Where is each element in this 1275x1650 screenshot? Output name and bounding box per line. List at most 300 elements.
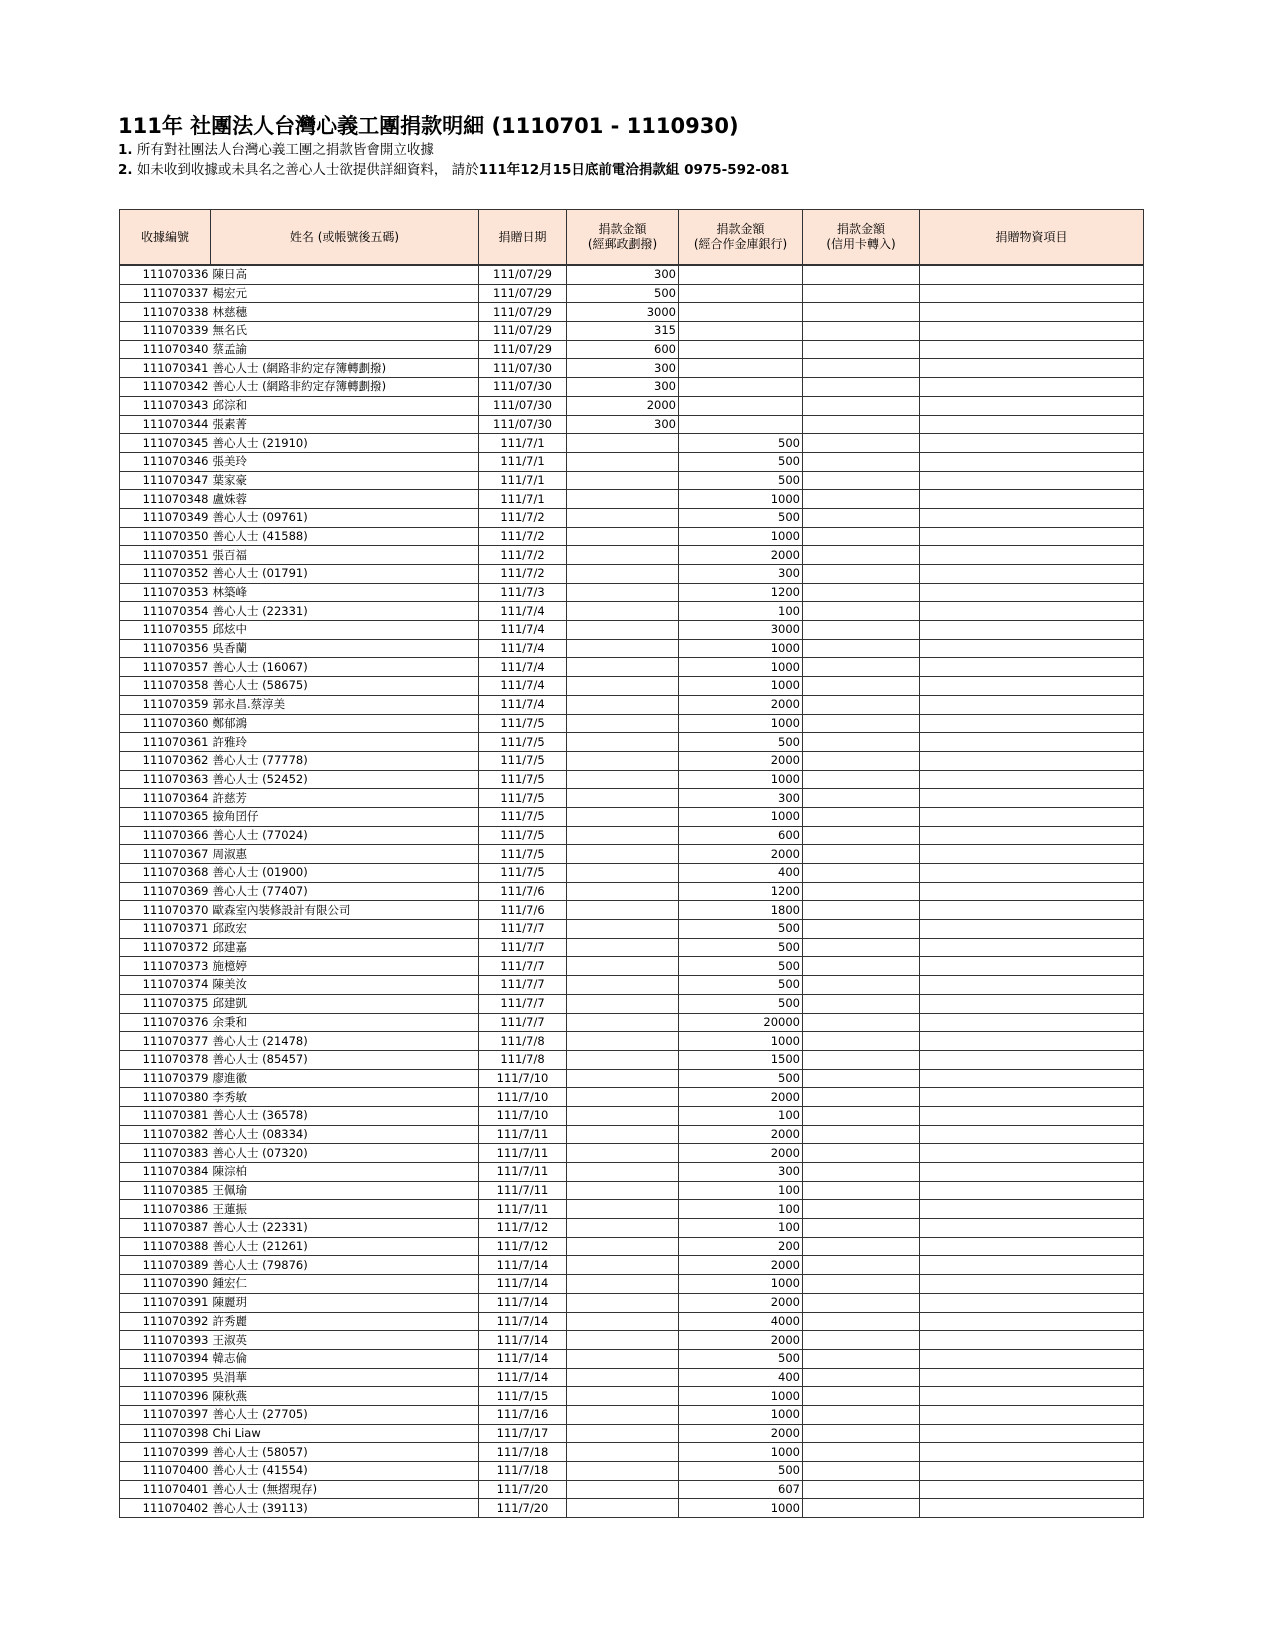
receipt-number-cell: 111070358 xyxy=(120,677,211,696)
amount-postal-cell xyxy=(567,1050,679,1069)
table-row xyxy=(120,695,1144,714)
amount-postal-cell xyxy=(567,434,679,453)
amount-postal-cell xyxy=(567,733,679,752)
donation-table xyxy=(119,209,1144,1518)
amount-bank-cell: 500 xyxy=(679,508,803,527)
amount-bank-cell: 3000 xyxy=(679,621,803,640)
receipt-number-cell: 111070375 xyxy=(120,994,211,1013)
donated-items-cell xyxy=(920,1349,1144,1368)
amount-postal-cell xyxy=(567,677,679,696)
amount-credit-card-cell xyxy=(803,1050,920,1069)
donor-name-cell: 善心人士 (01791) xyxy=(211,565,479,584)
col-amount-credit-card-header: 捐款金額 (信用卡轉入) xyxy=(803,210,920,266)
donated-items-cell xyxy=(920,471,1144,490)
amount-postal-cell: 300 xyxy=(567,378,679,397)
donor-name-cell: 張百福 xyxy=(211,546,479,565)
amount-bank-cell: 500 xyxy=(679,1462,803,1481)
receipt-number-cell: 111070395 xyxy=(120,1368,211,1387)
amount-postal-cell: 300 xyxy=(567,359,679,378)
amount-bank-cell: 2000 xyxy=(679,1144,803,1163)
amount-credit-card-cell xyxy=(803,1349,920,1368)
amount-postal-cell xyxy=(567,901,679,920)
amount-postal-cell xyxy=(567,751,679,770)
donation-date-cell: 111/7/4 xyxy=(479,677,567,696)
amount-bank-cell xyxy=(679,322,803,341)
donation-date-cell: 111/7/10 xyxy=(479,1088,567,1107)
amount-credit-card-cell xyxy=(803,770,920,789)
donor-name-cell: 陳日高 xyxy=(211,265,479,284)
receipt-number-cell: 111070351 xyxy=(120,546,211,565)
donation-date-cell: 111/7/12 xyxy=(479,1219,567,1238)
receipt-number-cell: 111070382 xyxy=(120,1125,211,1144)
amount-credit-card-cell xyxy=(803,864,920,883)
amount-credit-card-cell xyxy=(803,1499,920,1518)
amount-postal-cell: 500 xyxy=(567,284,679,303)
receipt-number-cell: 111070393 xyxy=(120,1331,211,1350)
amount-postal-cell xyxy=(567,1181,679,1200)
donor-name-cell: 許慈芳 xyxy=(211,789,479,808)
donation-date-cell: 111/7/4 xyxy=(479,658,567,677)
table-row xyxy=(120,1480,1144,1499)
amount-bank-cell xyxy=(679,378,803,397)
receipt-number-cell: 111070346 xyxy=(120,452,211,471)
amount-credit-card-cell xyxy=(803,826,920,845)
donation-date-cell: 111/7/5 xyxy=(479,864,567,883)
table-row xyxy=(120,1237,1144,1256)
donor-name-cell: 李秀敏 xyxy=(211,1088,479,1107)
amount-postal-cell xyxy=(567,882,679,901)
donation-date-cell: 111/07/30 xyxy=(479,415,567,434)
table-body xyxy=(120,265,1144,1518)
donated-items-cell xyxy=(920,322,1144,341)
table-row xyxy=(120,1200,1144,1219)
donation-date-cell: 111/7/11 xyxy=(479,1125,567,1144)
amount-bank-cell: 1200 xyxy=(679,583,803,602)
donor-name-cell: 吳涓華 xyxy=(211,1368,479,1387)
amount-bank-cell: 2000 xyxy=(679,1293,803,1312)
amount-credit-card-cell xyxy=(803,415,920,434)
amount-bank-cell xyxy=(679,303,803,322)
donated-items-cell xyxy=(920,1462,1144,1481)
donor-name-cell: 邱炫中 xyxy=(211,621,479,640)
amount-postal-cell xyxy=(567,452,679,471)
amount-bank-cell: 100 xyxy=(679,1181,803,1200)
donation-date-cell: 111/7/5 xyxy=(479,789,567,808)
donated-items-cell xyxy=(920,415,1144,434)
donation-date-cell: 111/7/17 xyxy=(479,1424,567,1443)
amount-credit-card-cell xyxy=(803,1480,920,1499)
donor-name-cell: 善心人士 (58675) xyxy=(211,677,479,696)
donated-items-cell xyxy=(920,527,1144,546)
amount-credit-card-cell xyxy=(803,1163,920,1182)
amount-credit-card-cell xyxy=(803,378,920,397)
donated-items-cell xyxy=(920,714,1144,733)
table-row xyxy=(120,901,1144,920)
receipt-number-cell: 111070390 xyxy=(120,1275,211,1294)
donor-name-cell: 余秉和 xyxy=(211,1013,479,1032)
amount-credit-card-cell xyxy=(803,1125,920,1144)
donated-items-cell xyxy=(920,1443,1144,1462)
amount-bank-cell: 1800 xyxy=(679,901,803,920)
donated-items-cell xyxy=(920,901,1144,920)
donation-date-cell: 111/7/1 xyxy=(479,452,567,471)
amount-bank-cell: 20000 xyxy=(679,1013,803,1032)
donation-date-cell: 111/7/7 xyxy=(479,920,567,939)
donor-name-cell: 善心人士 (01900) xyxy=(211,864,479,883)
amount-bank-cell: 2000 xyxy=(679,1256,803,1275)
donation-date-cell: 111/7/7 xyxy=(479,994,567,1013)
donation-date-cell: 111/7/4 xyxy=(479,602,567,621)
amount-postal-cell xyxy=(567,920,679,939)
amount-postal-cell xyxy=(567,845,679,864)
donor-name-cell: 善心人士 (52452) xyxy=(211,770,479,789)
donated-items-cell xyxy=(920,340,1144,359)
amount-bank-cell: 1000 xyxy=(679,658,803,677)
amount-bank-cell: 400 xyxy=(679,864,803,883)
donation-date-cell: 111/7/16 xyxy=(479,1405,567,1424)
donor-name-cell: 善心人士 (網路非約定存簿轉劃撥) xyxy=(211,359,479,378)
table-row xyxy=(120,1499,1144,1518)
amount-credit-card-cell xyxy=(803,639,920,658)
amount-postal-cell xyxy=(567,938,679,957)
amount-bank-cell: 500 xyxy=(679,938,803,957)
receipt-number-cell: 111070339 xyxy=(120,322,211,341)
donor-name-cell: 陳淙柏 xyxy=(211,1163,479,1182)
receipt-number-cell: 111070367 xyxy=(120,845,211,864)
donated-items-cell xyxy=(920,1125,1144,1144)
donation-date-cell: 111/7/20 xyxy=(479,1499,567,1518)
donation-date-cell: 111/7/14 xyxy=(479,1349,567,1368)
table-row xyxy=(120,340,1144,359)
amount-postal-cell xyxy=(567,1275,679,1294)
amount-postal-cell xyxy=(567,957,679,976)
table-row xyxy=(120,677,1144,696)
donor-name-cell: 王佩瑜 xyxy=(211,1181,479,1200)
amount-postal-cell xyxy=(567,1480,679,1499)
donation-date-cell: 111/7/14 xyxy=(479,1293,567,1312)
receipt-number-cell: 111070365 xyxy=(120,807,211,826)
amount-bank-cell: 200 xyxy=(679,1237,803,1256)
table-row xyxy=(120,920,1144,939)
amount-credit-card-cell xyxy=(803,1013,920,1032)
amount-postal-cell xyxy=(567,1293,679,1312)
table-header-row xyxy=(120,210,1144,266)
amount-credit-card-cell xyxy=(803,807,920,826)
donor-name-cell: 無名氏 xyxy=(211,322,479,341)
donated-items-cell xyxy=(920,359,1144,378)
receipt-number-cell: 111070347 xyxy=(120,471,211,490)
donor-name-cell: 善心人士 (77407) xyxy=(211,882,479,901)
amount-credit-card-cell xyxy=(803,1069,920,1088)
donor-name-cell: 善心人士 (77024) xyxy=(211,826,479,845)
receipt-number-cell: 111070380 xyxy=(120,1088,211,1107)
donor-name-cell: Chi Liaw xyxy=(211,1424,479,1443)
amount-bank-cell: 500 xyxy=(679,1349,803,1368)
donated-items-cell xyxy=(920,490,1144,509)
amount-postal-cell xyxy=(567,1443,679,1462)
amount-bank-cell: 2000 xyxy=(679,695,803,714)
donated-items-cell xyxy=(920,789,1144,808)
donation-date-cell: 111/07/30 xyxy=(479,396,567,415)
amount-postal-cell: 600 xyxy=(567,340,679,359)
donated-items-cell xyxy=(920,508,1144,527)
donation-date-cell: 111/7/1 xyxy=(479,434,567,453)
donated-items-cell xyxy=(920,994,1144,1013)
donated-items-cell xyxy=(920,452,1144,471)
donor-name-cell: 邱政宏 xyxy=(211,920,479,939)
donated-items-cell xyxy=(920,1256,1144,1275)
amount-bank-cell: 1000 xyxy=(679,490,803,509)
table-row xyxy=(120,303,1144,322)
amount-bank-cell: 1000 xyxy=(679,677,803,696)
amount-postal-cell xyxy=(567,1499,679,1518)
amount-bank-cell: 300 xyxy=(679,565,803,584)
amount-credit-card-cell xyxy=(803,452,920,471)
table-row xyxy=(120,1256,1144,1275)
amount-credit-card-cell xyxy=(803,359,920,378)
donated-items-cell xyxy=(920,957,1144,976)
amount-credit-card-cell xyxy=(803,1200,920,1219)
table-row xyxy=(120,508,1144,527)
donated-items-cell xyxy=(920,639,1144,658)
table-row xyxy=(120,826,1144,845)
amount-bank-cell: 2000 xyxy=(679,1424,803,1443)
table-row xyxy=(120,265,1144,284)
receipt-number-cell: 111070378 xyxy=(120,1050,211,1069)
amount-bank-cell: 1000 xyxy=(679,1405,803,1424)
table-row xyxy=(120,1405,1144,1424)
table-row xyxy=(120,976,1144,995)
amount-postal-cell: 315 xyxy=(567,322,679,341)
amount-postal-cell: 300 xyxy=(567,415,679,434)
amount-postal-cell xyxy=(567,826,679,845)
amount-credit-card-cell xyxy=(803,920,920,939)
donation-date-cell: 111/07/29 xyxy=(479,265,567,284)
receipt-number-cell: 111070338 xyxy=(120,303,211,322)
col-donation-date-header: 捐贈日期 xyxy=(479,210,567,266)
donation-date-cell: 111/7/6 xyxy=(479,882,567,901)
amount-postal-cell xyxy=(567,546,679,565)
donated-items-cell xyxy=(920,1069,1144,1088)
amount-bank-cell: 1000 xyxy=(679,770,803,789)
donor-name-cell: 王蓮振 xyxy=(211,1200,479,1219)
amount-credit-card-cell xyxy=(803,1424,920,1443)
amount-credit-card-cell xyxy=(803,1387,920,1406)
donation-date-cell: 111/7/11 xyxy=(479,1200,567,1219)
donated-items-cell xyxy=(920,396,1144,415)
donated-items-cell xyxy=(920,1106,1144,1125)
donated-items-cell xyxy=(920,695,1144,714)
donor-name-cell: 施檍婷 xyxy=(211,957,479,976)
table-row xyxy=(120,322,1144,341)
receipt-number-cell: 111070400 xyxy=(120,1462,211,1481)
table-row xyxy=(120,1312,1144,1331)
donor-name-cell: 善心人士 (36578) xyxy=(211,1106,479,1125)
amount-credit-card-cell xyxy=(803,471,920,490)
donated-items-cell xyxy=(920,265,1144,284)
amount-bank-cell: 2000 xyxy=(679,751,803,770)
amount-credit-card-cell xyxy=(803,1181,920,1200)
amount-bank-cell: 100 xyxy=(679,1200,803,1219)
donor-name-cell: 蔡孟諭 xyxy=(211,340,479,359)
amount-bank-cell: 1000 xyxy=(679,527,803,546)
donated-items-cell xyxy=(920,976,1144,995)
receipt-number-cell: 111070364 xyxy=(120,789,211,808)
table-row xyxy=(120,1032,1144,1051)
donated-items-cell xyxy=(920,845,1144,864)
amount-postal-cell xyxy=(567,565,679,584)
donation-date-cell: 111/7/7 xyxy=(479,976,567,995)
receipt-number-cell: 111070344 xyxy=(120,415,211,434)
amount-postal-cell xyxy=(567,976,679,995)
amount-postal-cell xyxy=(567,1368,679,1387)
donation-date-cell: 111/7/10 xyxy=(479,1106,567,1125)
receipt-number-cell: 111070356 xyxy=(120,639,211,658)
donated-items-cell xyxy=(920,378,1144,397)
receipt-number-cell: 111070363 xyxy=(120,770,211,789)
amount-postal-cell: 300 xyxy=(567,265,679,284)
donor-name-cell: 許雅玲 xyxy=(211,733,479,752)
table-row xyxy=(120,1462,1144,1481)
amount-bank-cell: 2000 xyxy=(679,1125,803,1144)
amount-postal-cell xyxy=(567,1312,679,1331)
donated-items-cell xyxy=(920,583,1144,602)
amount-postal-cell xyxy=(567,1237,679,1256)
donation-date-cell: 111/7/8 xyxy=(479,1032,567,1051)
table-row xyxy=(120,1219,1144,1238)
donor-name-cell: 葉家豪 xyxy=(211,471,479,490)
receipt-number-cell: 111070389 xyxy=(120,1256,211,1275)
receipt-number-cell: 111070352 xyxy=(120,565,211,584)
donated-items-cell xyxy=(920,602,1144,621)
donor-name-cell: 善心人士 (07320) xyxy=(211,1144,479,1163)
donated-items-cell xyxy=(920,1405,1144,1424)
donor-name-cell: 善心人士 (39113) xyxy=(211,1499,479,1518)
amount-credit-card-cell xyxy=(803,714,920,733)
amount-postal-cell xyxy=(567,1144,679,1163)
table-row xyxy=(120,1050,1144,1069)
receipt-number-cell: 111070359 xyxy=(120,695,211,714)
amount-postal-cell xyxy=(567,1088,679,1107)
receipt-number-cell: 111070337 xyxy=(120,284,211,303)
amount-postal-cell xyxy=(567,770,679,789)
donation-date-cell: 111/7/14 xyxy=(479,1368,567,1387)
amount-bank-cell: 1000 xyxy=(679,1499,803,1518)
donor-name-cell: 盧姝蓉 xyxy=(211,490,479,509)
donation-date-cell: 111/7/15 xyxy=(479,1387,567,1406)
amount-bank-cell: 2000 xyxy=(679,1088,803,1107)
donation-date-cell: 111/7/11 xyxy=(479,1181,567,1200)
amount-postal-cell xyxy=(567,1462,679,1481)
donor-name-cell: 吳香蘭 xyxy=(211,639,479,658)
donation-date-cell: 111/7/12 xyxy=(479,1237,567,1256)
receipt-number-cell: 111070398 xyxy=(120,1424,211,1443)
donor-name-cell: 廖進徽 xyxy=(211,1069,479,1088)
amount-bank-cell: 500 xyxy=(679,976,803,995)
amount-postal-cell xyxy=(567,621,679,640)
amount-postal-cell xyxy=(567,1405,679,1424)
receipt-number-cell: 111070386 xyxy=(120,1200,211,1219)
donated-items-cell xyxy=(920,565,1144,584)
donation-date-cell: 111/07/29 xyxy=(479,322,567,341)
donor-name-cell: 張美玲 xyxy=(211,452,479,471)
amount-postal-cell xyxy=(567,602,679,621)
amount-bank-cell: 607 xyxy=(679,1480,803,1499)
donation-table-container xyxy=(119,209,1144,1518)
receipt-number-cell: 111070396 xyxy=(120,1387,211,1406)
table-row xyxy=(120,284,1144,303)
amount-postal-cell xyxy=(567,1256,679,1275)
amount-credit-card-cell xyxy=(803,322,920,341)
amount-postal-cell: 3000 xyxy=(567,303,679,322)
donation-date-cell: 111/7/5 xyxy=(479,845,567,864)
donor-name-cell: 林慈穗 xyxy=(211,303,479,322)
amount-postal-cell xyxy=(567,1106,679,1125)
table-row xyxy=(120,770,1144,789)
amount-credit-card-cell xyxy=(803,677,920,696)
donor-name-cell: 善心人士 (21261) xyxy=(211,1237,479,1256)
donation-date-cell: 111/7/5 xyxy=(479,826,567,845)
donation-date-cell: 111/7/14 xyxy=(479,1331,567,1350)
note-contact-deadline: 111年12月15日底前電洽捐款組 0975-592-081 xyxy=(478,162,790,178)
amount-credit-card-cell xyxy=(803,733,920,752)
amount-postal-cell xyxy=(567,471,679,490)
amount-credit-card-cell xyxy=(803,490,920,509)
amount-bank-cell: 2000 xyxy=(679,546,803,565)
receipt-number-cell: 111070401 xyxy=(120,1480,211,1499)
table-row xyxy=(120,1349,1144,1368)
table-row xyxy=(120,714,1144,733)
amount-postal-cell xyxy=(567,1069,679,1088)
note-receipt-number: 1. xyxy=(118,142,133,158)
note-contact-number: 2. xyxy=(118,162,133,178)
donation-date-cell: 111/7/10 xyxy=(479,1069,567,1088)
receipt-number-cell: 111070366 xyxy=(120,826,211,845)
donor-name-cell: 善心人士 (77778) xyxy=(211,751,479,770)
amount-bank-cell: 100 xyxy=(679,602,803,621)
amount-bank-cell: 1500 xyxy=(679,1050,803,1069)
amount-bank-cell xyxy=(679,284,803,303)
donated-items-cell xyxy=(920,1312,1144,1331)
donated-items-cell xyxy=(920,1275,1144,1294)
donor-name-cell: 歐森室內裝修設計有限公司 xyxy=(211,901,479,920)
receipt-number-cell: 111070348 xyxy=(120,490,211,509)
note-receipt-text: 所有對社團法人台灣心義工團之捐款皆會開立收據 xyxy=(132,142,434,158)
amount-bank-cell: 500 xyxy=(679,434,803,453)
amount-bank-cell: 1000 xyxy=(679,1032,803,1051)
donor-name-cell: 善心人士 (27705) xyxy=(211,1405,479,1424)
donated-items-cell xyxy=(920,1424,1144,1443)
amount-bank-cell: 500 xyxy=(679,733,803,752)
donation-date-cell: 111/7/3 xyxy=(479,583,567,602)
receipt-number-cell: 111070391 xyxy=(120,1293,211,1312)
amount-bank-cell: 600 xyxy=(679,826,803,845)
receipt-number-cell: 111070397 xyxy=(120,1405,211,1424)
table-row xyxy=(120,1331,1144,1350)
donated-items-cell xyxy=(920,864,1144,883)
amount-credit-card-cell xyxy=(803,882,920,901)
table-row xyxy=(120,882,1144,901)
amount-postal-cell xyxy=(567,994,679,1013)
table-row xyxy=(120,1013,1144,1032)
table-row xyxy=(120,490,1144,509)
table-row xyxy=(120,1125,1144,1144)
amount-postal-cell xyxy=(567,527,679,546)
amount-credit-card-cell xyxy=(803,1106,920,1125)
amount-bank-cell: 100 xyxy=(679,1106,803,1125)
amount-postal-cell xyxy=(567,864,679,883)
donor-name-cell: 善心人士 (16067) xyxy=(211,658,479,677)
